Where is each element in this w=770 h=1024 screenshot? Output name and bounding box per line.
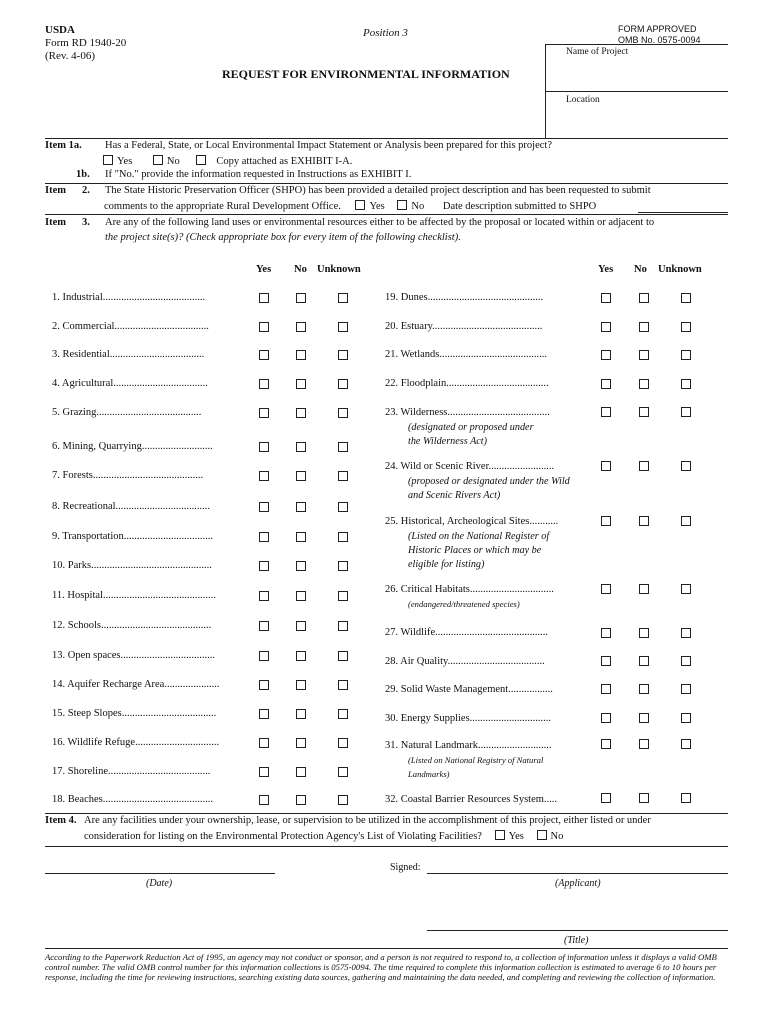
item-4-no-label: No xyxy=(550,831,564,842)
left-col-yes-header: Yes xyxy=(256,264,272,275)
date-line[interactable] xyxy=(45,873,275,874)
checklist-item-28-no-checkbox[interactable] xyxy=(639,656,649,666)
item-1a-label: Item 1a. xyxy=(45,140,82,151)
checklist-item-label: 22. Floodplain....................................... xyxy=(385,378,549,389)
checklist-item-8-yes-checkbox[interactable] xyxy=(259,502,269,512)
checklist-item-label: 29. Solid Waste Management................. xyxy=(385,684,553,695)
item-2-no-checkbox[interactable] xyxy=(397,200,407,210)
checklist-item-10-yes-checkbox[interactable] xyxy=(259,561,269,571)
checklist-item-label: 27. Wildlife........................................... xyxy=(385,627,549,638)
checklist-item-note: (Listed on the National Register of xyxy=(408,531,550,542)
checklist-item-note: (proposed or designated under the Wild xyxy=(408,476,570,487)
project-box-top xyxy=(545,44,728,45)
checklist-item-note: Landmarks) xyxy=(408,769,450,779)
checklist-item-14-yes-checkbox[interactable] xyxy=(259,680,269,690)
checklist-item-31-no-checkbox[interactable] xyxy=(639,739,649,749)
checklist-item-17-no-checkbox[interactable] xyxy=(296,767,306,777)
checklist-item-6-yes-checkbox[interactable] xyxy=(259,442,269,452)
checklist-item-13-yes-checkbox[interactable] xyxy=(259,651,269,661)
checklist-item-19-no-checkbox[interactable] xyxy=(639,293,649,303)
checklist-item-9-no-checkbox[interactable] xyxy=(296,532,306,542)
checklist-item-23-yes-checkbox[interactable] xyxy=(601,407,611,417)
omb-number: OMB No. 0575-0094 xyxy=(618,35,701,45)
item-1a-attached-checkbox[interactable] xyxy=(196,155,206,165)
checklist-item-29-unknown-checkbox[interactable] xyxy=(681,684,691,694)
checklist-item-5-unknown-checkbox[interactable] xyxy=(338,408,348,418)
checklist-item-24-unknown-checkbox[interactable] xyxy=(681,461,691,471)
item-3-text-line2: the project site(s)? (Check appropriate box for every item of the following checklist). xyxy=(105,232,461,243)
checklist-item-13-no-checkbox[interactable] xyxy=(296,651,306,661)
location-field[interactable] xyxy=(548,106,728,136)
item-2-yes-checkbox[interactable] xyxy=(355,200,365,210)
applicant-signature-line[interactable] xyxy=(427,873,728,874)
item-3-label: Item xyxy=(45,217,66,228)
checklist-item-1-no-checkbox[interactable] xyxy=(296,293,306,303)
checklist-item-16-yes-checkbox[interactable] xyxy=(259,738,269,748)
footer-divider xyxy=(45,948,728,949)
form-revision: (Rev. 4-06) xyxy=(45,50,95,62)
checklist-item-22-unknown-checkbox[interactable] xyxy=(681,379,691,389)
checklist-item-label: 24. Wild or Scenic River......................... xyxy=(385,461,555,472)
checklist-item-11-no-checkbox[interactable] xyxy=(296,591,306,601)
item-2-no-label: No xyxy=(411,201,425,212)
checklist-item-2-unknown-checkbox[interactable] xyxy=(338,322,348,332)
checklist-item-15-unknown-checkbox[interactable] xyxy=(338,709,348,719)
name-of-project-field[interactable] xyxy=(548,58,728,88)
checklist-item-12-yes-checkbox[interactable] xyxy=(259,621,269,631)
item-1a-no-label: No xyxy=(166,156,180,167)
checklist-item-note: (Listed on National Registry of Natural xyxy=(408,755,544,765)
checklist-item-label: 19. Dunes............................................ xyxy=(385,292,544,303)
checklist-item-label: 4. Agricultural.................................... xyxy=(52,378,208,389)
item-3-divider xyxy=(45,813,728,814)
item-2-text-line2: comments to the appropriate Rural Development Office. xyxy=(104,201,341,212)
checklist-item-32-unknown-checkbox[interactable] xyxy=(681,793,691,803)
item-4-divider xyxy=(45,846,728,847)
checklist-item-29-yes-checkbox[interactable] xyxy=(601,684,611,694)
agency: USDA xyxy=(45,24,75,36)
item-1a-yes-checkbox[interactable] xyxy=(103,155,113,165)
title-caption: (Title) xyxy=(564,935,589,946)
checklist-item-24-yes-checkbox[interactable] xyxy=(601,461,611,471)
checklist-item-23-unknown-checkbox[interactable] xyxy=(681,407,691,417)
date-caption: (Date) xyxy=(146,878,173,889)
form-approved: FORM APPROVED xyxy=(618,24,697,34)
checklist-item-30-no-checkbox[interactable] xyxy=(639,713,649,723)
right-col-no-header: No xyxy=(634,264,647,275)
item-4-line2 xyxy=(84,830,563,842)
checklist-item-25-yes-checkbox[interactable] xyxy=(601,516,611,526)
item-2-text-line1: The State Historic Preservation Officer (SHPO) has been provided a detailed project description and has been requested to submit xyxy=(105,185,651,196)
checklist-item-17-unknown-checkbox[interactable] xyxy=(338,767,348,777)
checklist-item-label: 17. Shoreline....................................... xyxy=(52,766,211,777)
checklist-item-27-yes-checkbox[interactable] xyxy=(601,628,611,638)
checklist-item-note: and Scenic Rivers Act) xyxy=(408,490,501,501)
checklist-item-note: eligible for listing) xyxy=(408,559,485,570)
checklist-item-label: 21. Wetlands......................................... xyxy=(385,349,547,360)
checklist-item-2-yes-checkbox[interactable] xyxy=(259,322,269,332)
checklist-item-label: 15. Steep Slopes.................................... xyxy=(52,708,217,719)
checklist-item-22-yes-checkbox[interactable] xyxy=(601,379,611,389)
checklist-item-note: (endangered/threatened species) xyxy=(408,599,520,609)
checklist-item-1-unknown-checkbox[interactable] xyxy=(338,293,348,303)
checklist-item-31-unknown-checkbox[interactable] xyxy=(681,739,691,749)
checklist-item-label: 13. Open spaces.................................... xyxy=(52,650,216,661)
item-4-label: Item 4. xyxy=(45,815,77,826)
checklist-item-21-unknown-checkbox[interactable] xyxy=(681,350,691,360)
location-label: Location xyxy=(566,95,600,105)
checklist-item-label: 31. Natural Landmark............................ xyxy=(385,740,552,751)
item-4-yes-label: Yes xyxy=(508,831,524,842)
left-col-unknown-header: Unknown xyxy=(317,264,361,275)
right-col-yes-header: Yes xyxy=(598,264,614,275)
checklist-item-25-unknown-checkbox[interactable] xyxy=(681,516,691,526)
checklist-item-11-unknown-checkbox[interactable] xyxy=(338,591,348,601)
checklist-item-label: 9. Transportation.................................. xyxy=(52,531,214,542)
checklist-item-2-no-checkbox[interactable] xyxy=(296,322,306,332)
item-2-label: Item xyxy=(45,185,66,196)
checklist-item-18-yes-checkbox[interactable] xyxy=(259,795,269,805)
checklist-item-23-no-checkbox[interactable] xyxy=(639,407,649,417)
checklist-item-16-unknown-checkbox[interactable] xyxy=(338,738,348,748)
checklist-item-label: 25. Historical, Archeological Sites........... xyxy=(385,516,559,527)
checklist-item-label: 28. Air Quality..................................... xyxy=(385,656,545,667)
checklist-item-15-yes-checkbox[interactable] xyxy=(259,709,269,719)
checklist-item-label: 18. Beaches.......................................... xyxy=(52,794,213,805)
checklist-item-32-yes-checkbox[interactable] xyxy=(601,793,611,803)
name-of-project-label: Name of Project xyxy=(566,47,629,57)
checklist-item-label: 23. Wilderness....................................... xyxy=(385,407,550,418)
checklist-item-18-no-checkbox[interactable] xyxy=(296,795,306,805)
item-3-text-line1: Are any of the following land uses or environmental resources either to be affected by the proposal or located within or adjacent to xyxy=(105,217,655,228)
checklist-item-9-yes-checkbox[interactable] xyxy=(259,532,269,542)
checklist-item-30-yes-checkbox[interactable] xyxy=(601,713,611,723)
left-col-no-header: No xyxy=(294,264,307,275)
checklist-item-14-unknown-checkbox[interactable] xyxy=(338,680,348,690)
checklist-item-27-no-checkbox[interactable] xyxy=(639,628,649,638)
checklist-item-31-yes-checkbox[interactable] xyxy=(601,739,611,749)
checklist-item-7-yes-checkbox[interactable] xyxy=(259,471,269,481)
checklist-item-note: the Wilderness Act) xyxy=(408,436,488,447)
checklist-item-label: 20. Estuary.......................................... xyxy=(385,321,543,332)
checklist-item-label: 32. Coastal Barrier Resources System..... xyxy=(385,794,558,805)
item-1-divider xyxy=(45,183,728,184)
checklist-item-22-no-checkbox[interactable] xyxy=(639,379,649,389)
checklist-item-7-unknown-checkbox[interactable] xyxy=(338,471,348,481)
checklist-item-14-no-checkbox[interactable] xyxy=(296,680,306,690)
checklist-item-6-unknown-checkbox[interactable] xyxy=(338,442,348,452)
checklist-item-label: 26. Critical Habitats................................ xyxy=(385,584,554,595)
checklist-item-label: 12. Schools.......................................... xyxy=(52,620,212,631)
checklist-item-20-yes-checkbox[interactable] xyxy=(601,322,611,332)
checklist-item-21-no-checkbox[interactable] xyxy=(639,350,649,360)
checklist-item-24-no-checkbox[interactable] xyxy=(639,461,649,471)
item-2-date-field[interactable] xyxy=(638,212,728,213)
item-4-text-line1: Are any facilities under your ownership, lease, or supervision to be utilized in the accomplishment of this project, either listed or under xyxy=(84,815,651,826)
checklist-item-4-yes-checkbox[interactable] xyxy=(259,379,269,389)
applicant-caption: (Applicant) xyxy=(555,878,601,889)
form-title: REQUEST FOR ENVIRONMENTAL INFORMATION xyxy=(222,67,510,81)
checklist-item-21-yes-checkbox[interactable] xyxy=(601,350,611,360)
checklist-item-label: 5. Grazing........................................ xyxy=(52,407,202,418)
checklist-item-4-no-checkbox[interactable] xyxy=(296,379,306,389)
checklist-item-16-no-checkbox[interactable] xyxy=(296,738,306,748)
checklist-item-label: 10. Parks.............................................. xyxy=(52,560,212,571)
checklist-item-note: Historic Places or which may be xyxy=(408,545,542,556)
header-divider xyxy=(45,138,728,139)
checklist-item-19-yes-checkbox[interactable] xyxy=(601,293,611,303)
item-1a-yes-label: Yes xyxy=(117,156,133,167)
checklist-item-10-no-checkbox[interactable] xyxy=(296,561,306,571)
paperwork-notice: According to the Paperwork Reduction Act of 1995, an agency may not conduct or sponsor, and a person is not required to respond to, a collection of information unless it displays a valid OMB control number. The valid OMB control number for this information collections is 0575-0094. The time required to complete this information collection is estimated to average 6 to 10 hours per response, including the time for reviewing instructions, searching existing data sources, gathering and maintaining the data needed, and completing and reviewing the collection of information. xyxy=(45,952,717,982)
checklist-item-label: 1. Industrial....................................... xyxy=(52,292,206,303)
item-1b-label: 1b. xyxy=(76,169,90,180)
checklist-item-label: 3. Residential.................................... xyxy=(52,349,205,360)
checklist-item-label: 6. Mining, Quarrying........................... xyxy=(52,441,213,452)
checklist-item-30-unknown-checkbox[interactable] xyxy=(681,713,691,723)
form-number: Form RD 1940-20 xyxy=(45,37,127,49)
item-2-yes-label: Yes xyxy=(369,201,385,212)
item-4-text-line2: consideration for listing on the Environmental Protection Agency's List of Violating Facilities? xyxy=(84,831,482,842)
checklist-item-label: 14. Aquifer Recharge Area..................... xyxy=(52,679,220,690)
checklist-item-27-unknown-checkbox[interactable] xyxy=(681,628,691,638)
position-label: Position 3 xyxy=(363,27,408,39)
checklist-item-1-yes-checkbox[interactable] xyxy=(259,293,269,303)
checklist-item-20-no-checkbox[interactable] xyxy=(639,322,649,332)
item-3-number: 3. xyxy=(82,217,90,228)
item-4-yes-checkbox[interactable] xyxy=(495,830,505,840)
checklist-item-17-yes-checkbox[interactable] xyxy=(259,767,269,777)
checklist-item-26-unknown-checkbox[interactable] xyxy=(681,584,691,594)
item-1a-attached-label: Copy attached as EXHIBIT I-A. xyxy=(216,156,353,167)
item-1a-question: Has a Federal, State, or Local Environmental Impact Statement or Analysis been prepared for this project? xyxy=(105,140,552,151)
checklist-item-label: 11. Hospital........................................... xyxy=(52,590,216,601)
checklist-item-10-unknown-checkbox[interactable] xyxy=(338,561,348,571)
checklist-item-18-unknown-checkbox[interactable] xyxy=(338,795,348,805)
checklist-item-4-unknown-checkbox[interactable] xyxy=(338,379,348,389)
checklist-item-label: 7. Forests.......................................... xyxy=(52,470,204,481)
item-1a-options xyxy=(97,155,352,167)
checklist-item-26-no-checkbox[interactable] xyxy=(639,584,649,594)
item-2-line2 xyxy=(104,200,596,212)
checklist-item-29-no-checkbox[interactable] xyxy=(639,684,649,694)
checklist-item-28-yes-checkbox[interactable] xyxy=(601,656,611,666)
checklist-item-label: 2. Commercial.................................... xyxy=(52,321,209,332)
checklist-item-20-unknown-checkbox[interactable] xyxy=(681,322,691,332)
checklist-item-9-unknown-checkbox[interactable] xyxy=(338,532,348,542)
checklist-item-32-no-checkbox[interactable] xyxy=(639,793,649,803)
checklist-item-19-unknown-checkbox[interactable] xyxy=(681,293,691,303)
checklist-item-3-yes-checkbox[interactable] xyxy=(259,350,269,360)
checklist-item-12-unknown-checkbox[interactable] xyxy=(338,621,348,631)
checklist-item-26-yes-checkbox[interactable] xyxy=(601,584,611,594)
checklist-item-15-no-checkbox[interactable] xyxy=(296,709,306,719)
checklist-item-13-unknown-checkbox[interactable] xyxy=(338,651,348,661)
checklist-item-5-yes-checkbox[interactable] xyxy=(259,408,269,418)
item-2-date-label: Date description submitted to SHPO xyxy=(442,201,597,212)
checklist-item-5-no-checkbox[interactable] xyxy=(296,408,306,418)
signed-label: Signed: xyxy=(390,862,421,873)
item-2-divider xyxy=(45,214,728,215)
checklist-item-label: 16. Wildlife Refuge................................ xyxy=(52,737,220,748)
right-col-unknown-header: Unknown xyxy=(658,264,702,275)
item-1a-no-checkbox[interactable] xyxy=(153,155,163,165)
checklist-item-label: 30. Energy Supplies............................... xyxy=(385,713,552,724)
title-line[interactable] xyxy=(427,930,728,931)
checklist-item-3-no-checkbox[interactable] xyxy=(296,350,306,360)
item-2-number: 2. xyxy=(82,185,90,196)
checklist-item-11-yes-checkbox[interactable] xyxy=(259,591,269,601)
item-1b-text: If "No." provide the information requested in Instructions as EXHIBIT I. xyxy=(105,169,412,180)
checklist-item-8-unknown-checkbox[interactable] xyxy=(338,502,348,512)
checklist-item-12-no-checkbox[interactable] xyxy=(296,621,306,631)
checklist-item-6-no-checkbox[interactable] xyxy=(296,442,306,452)
checklist-item-28-unknown-checkbox[interactable] xyxy=(681,656,691,666)
checklist-item-note: (designated or proposed under xyxy=(408,422,534,433)
checklist-item-3-unknown-checkbox[interactable] xyxy=(338,350,348,360)
item-4-no-checkbox[interactable] xyxy=(537,830,547,840)
checklist-item-7-no-checkbox[interactable] xyxy=(296,471,306,481)
project-box-divider xyxy=(545,91,728,92)
checklist-item-8-no-checkbox[interactable] xyxy=(296,502,306,512)
checklist-item-label: 8. Recreational.................................... xyxy=(52,501,211,512)
checklist-item-25-no-checkbox[interactable] xyxy=(639,516,649,526)
